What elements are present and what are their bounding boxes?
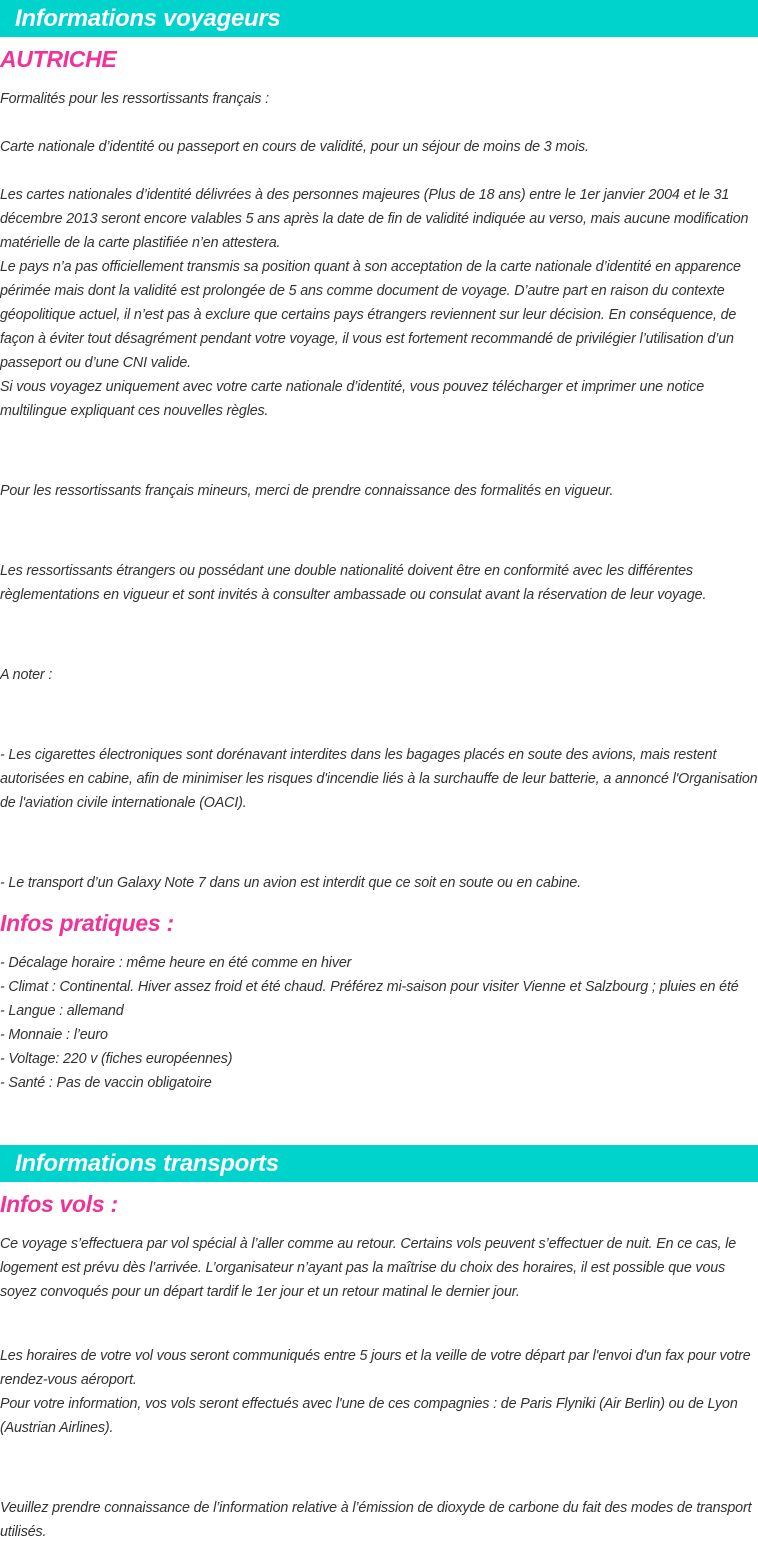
a-noter-label: A noter : [0,667,53,683]
pratique-item-decalage: - Décalage horaire : même heure en été comme en hiver [0,955,352,971]
mineurs-text: Pour les ressortissants français mineurs, merci de prendre connaissance des formalités en vigueur. [0,483,614,499]
horaires-text: Les horaires de votre vol vous seront communiqués entre 5 jours et la veille de votre départ par l'envoi d'un fax pour votre rendez-vous aéroport. Pour votre information, vos vols seront effectués avec l'une de ces compagnies : de Paris Flyniki (Air Berlin) ou de Lyon (Austrian Airlines). [0,1348,751,1436]
cigarettes-note: - Les cigarettes électroniques sont dorénavant interdites dans les bagages placés en soute des avions, mais restent autorisées en cabine, afin de minimiser les risques d'incendie liés à la surchauffe de leur batterie, a annoncé l'Organisation de l'aviation civile internationale (OACI). [0,747,758,811]
voyageurs-band-title: Informations voyageurs [15,5,281,32]
voyageurs-band [0,0,758,37]
pratique-item-langue: - Langue : allemand [0,1003,124,1019]
cni-paragraph: Les cartes nationales d’identité délivrées à des personnes majeures (Plus de 18 ans) entre le 1er janvier 2004 et le 31 décembre 2013 seront encore valables 5 ans après la date de fin de validité indiquée au verso, mais aucune modification matérielle de la carte plastifiée n’en attestera. Le pays n’a pas officiellement transmis sa position quant à son acceptation de la carte nationale d’identité en apparence périmée mais dont la validité est prolongée de 5 ans comme document de voyage. D’autre part en raison du contexte géopolitique actuel, il n’est pas à exclure que certains pays étrangers reviennent sur leur décision. En conséquence, de façon à éviter tout désagrément pendant votre voyage, il vous est fortement recommandé de privilégier l’utilisation d’un passeport ou d’une CNI valide. Si vous voyagez uniquement avec votre carte nationale d’identité, vous pouvez télécharger et imprimer une notice multilingue expliquant ces nouvelles règles. [0,187,749,419]
galaxy-note: - Le transport d’un Galaxy Note 7 dans un avion est interdit que ce soit en soute ou en cabine. [0,875,582,891]
country-heading: AUTRICHE [0,46,117,72]
etrangers-text: Les ressortissants étrangers ou possédant une double nationalité doivent être en conformité avec les différentes règlementations en vigueur et sont invités à consulter ambassade ou consulat avant la réservation de leur voyage. [0,563,707,603]
formalites-intro: Formalités pour les ressortissants français : [0,91,269,107]
pratique-item-monnaie: - Monnaie : l’euro [0,1027,108,1043]
co2-text: Veuillez prendre connaissance de l’information relative à l’émission de dioxyde de carbone du fait des modes de transport utilisés. [0,1500,752,1540]
infos-pratiques-heading: Infos pratiques : [0,910,174,936]
transports-band-title: Informations transports [15,1150,279,1177]
vol-special-text: Ce voyage s’effectuera par vol spécial à l’aller comme au retour. Certains vols peuvent s’effectuer de nuit. En ce cas, le logement est prévu dès l’arrivée. L’organisateur n’ayant pas la maîtrise du choix des horaires, il est possible que vous soyez convoqués pour un départ tardif le 1er jour et un retour matinal le dernier jour. [0,1236,737,1300]
pratique-item-voltage: - Voltage: 220 v (fiches européennes) [0,1051,233,1067]
carte-identite-text: Carte nationale d’identité ou passeport en cours de validité, pour un séjour de moins de 3 mois. [0,139,589,155]
pratique-item-climat: - Climat : Continental. Hiver assez froid et été chaud. Préférez mi-saison pour visiter Vienne et Salzbourg ; pluies en été [0,979,739,995]
transports-band [0,1145,758,1182]
pratique-item-sante: - Santé : Pas de vaccin obligatoire [0,1075,212,1091]
infos-vols-heading: Infos vols : [0,1191,118,1217]
